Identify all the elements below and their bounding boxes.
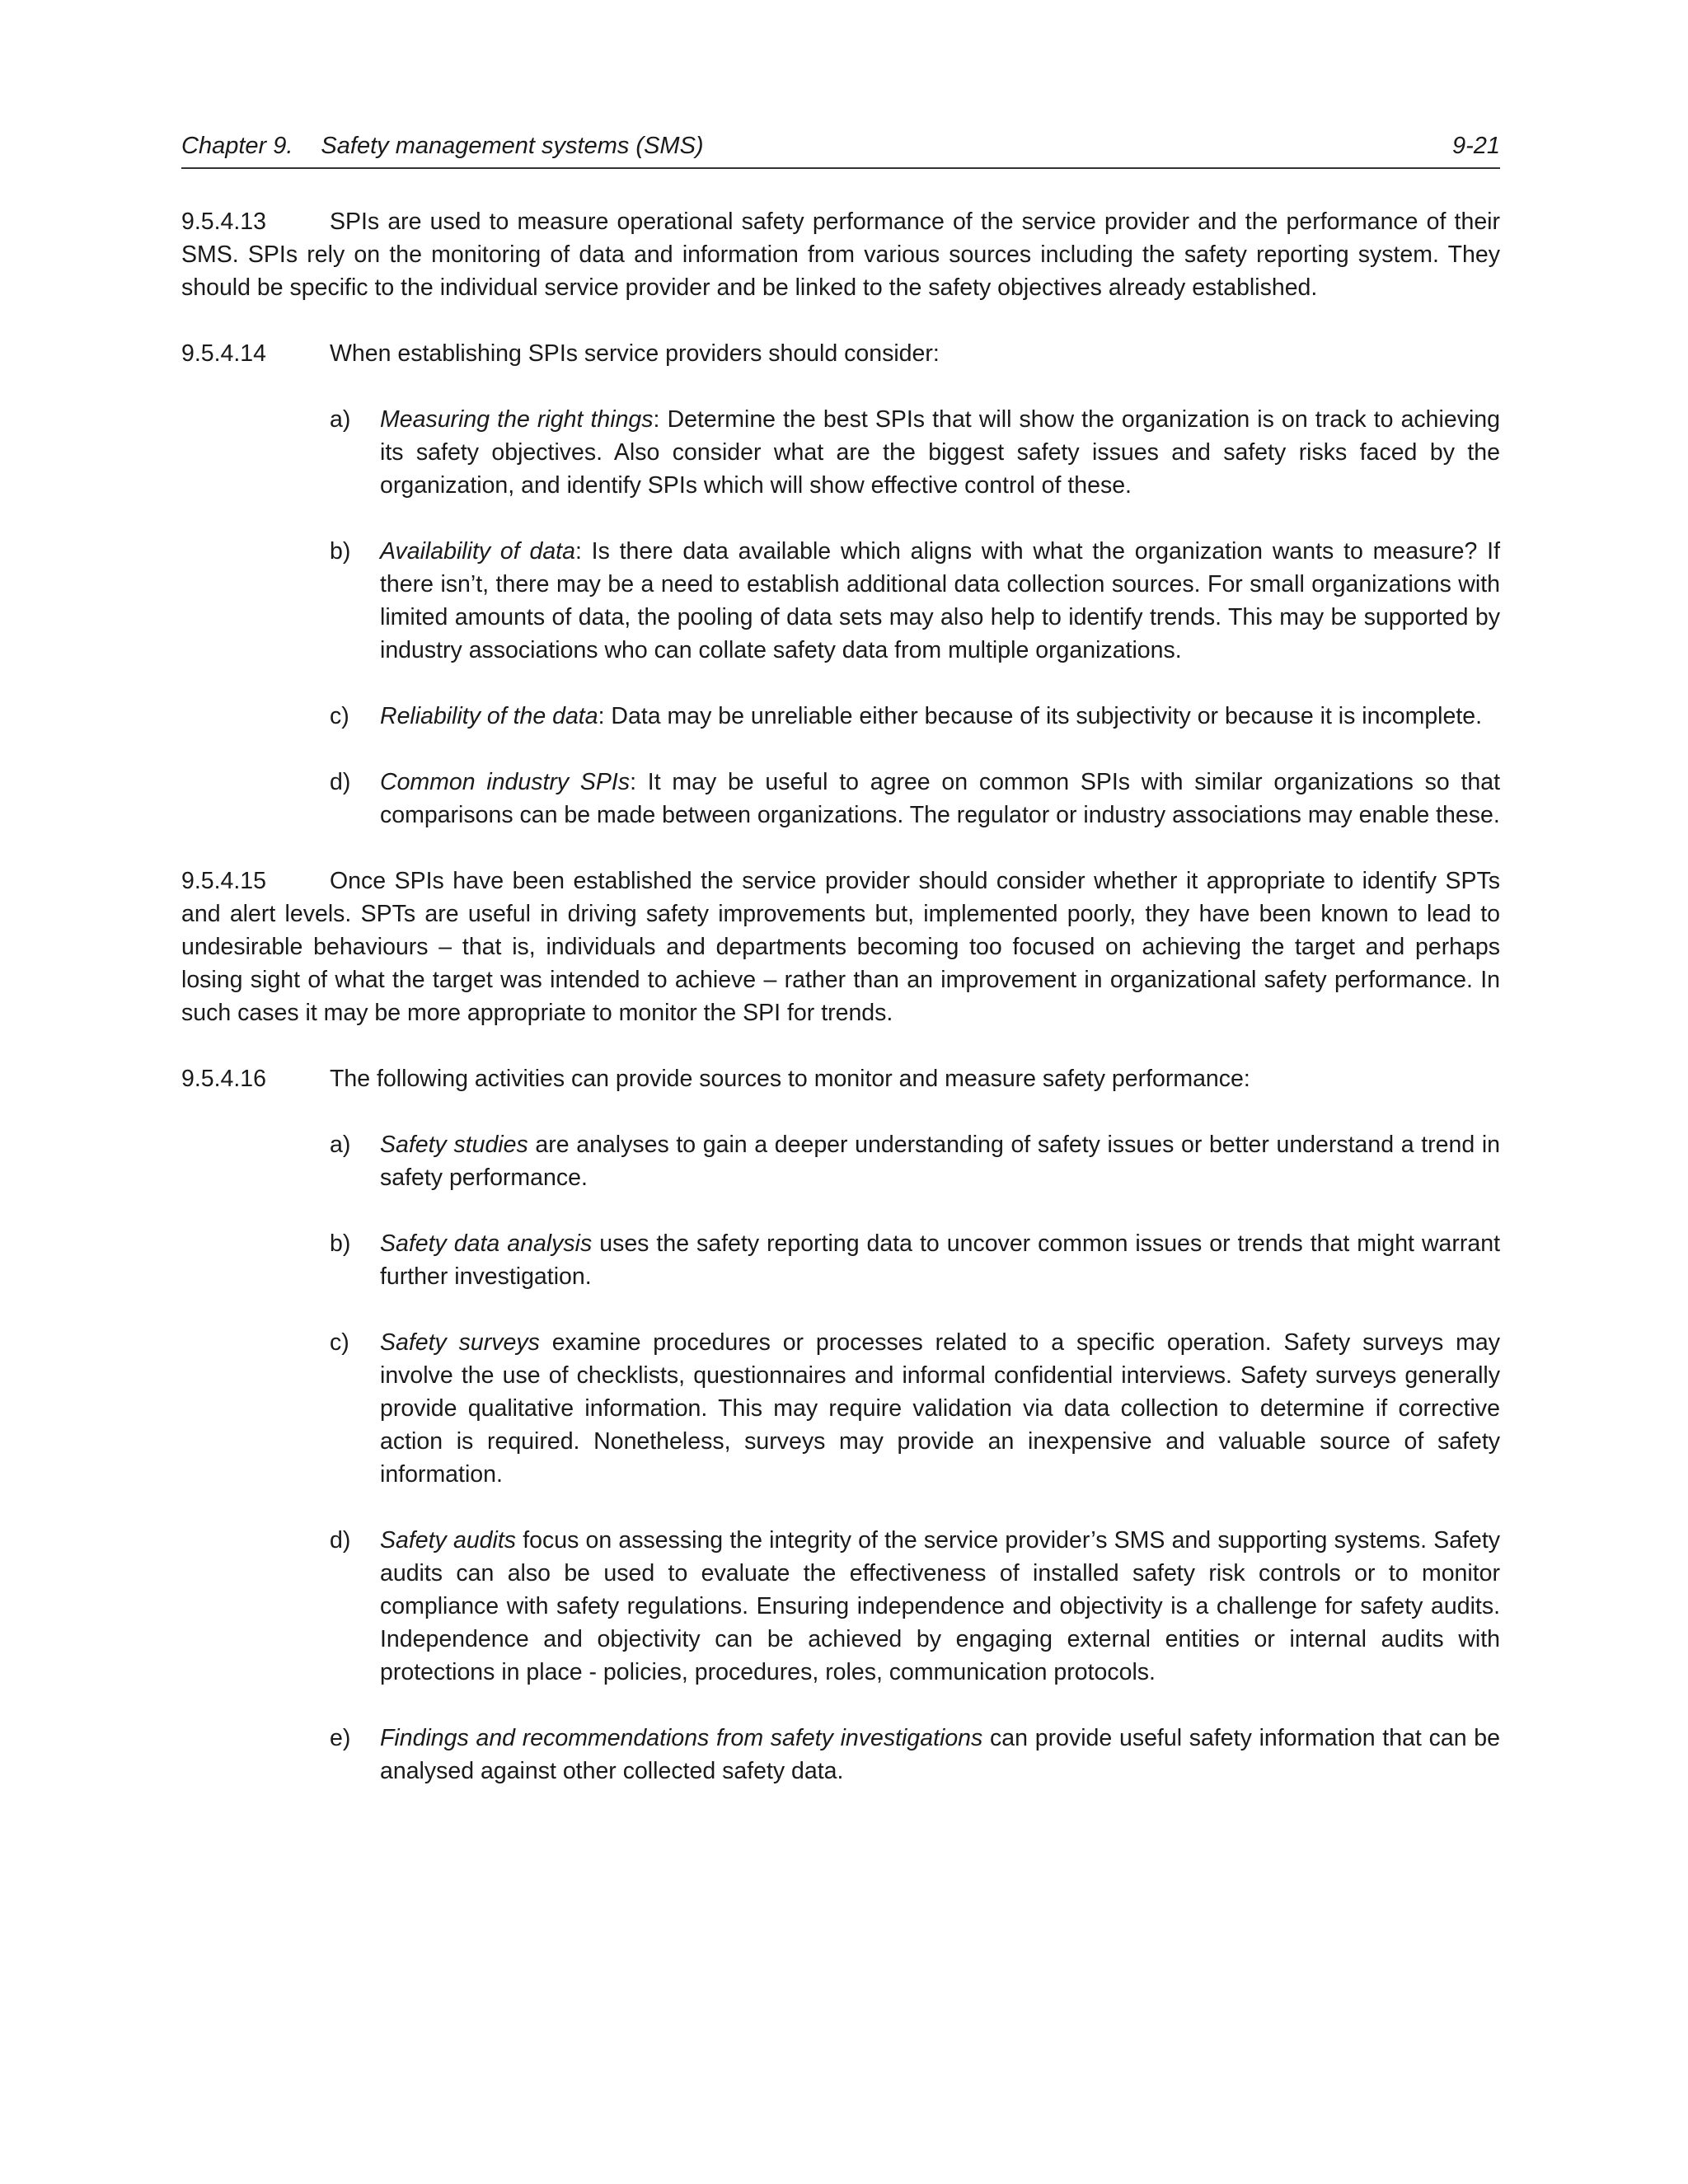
list-item-letter: c) bbox=[330, 702, 349, 729]
paragraph-text: The following activities can provide sources to monitor and measure safety performance: bbox=[330, 1065, 1250, 1092]
list-item bbox=[181, 1524, 1500, 1689]
list-item bbox=[181, 1722, 1500, 1788]
list-item-text: : Data may be unreliable either because of its subjectivity or because it is incomplete. bbox=[598, 702, 1483, 729]
running-header bbox=[181, 132, 1500, 169]
paragraph-9-5-4-15 bbox=[181, 865, 1500, 1029]
list-spi-considerations bbox=[181, 403, 1500, 832]
list-item-term: Safety audits bbox=[380, 1526, 517, 1554]
list-item-text: : Is there data available which aligns with what the organization wants to measure? If there isn’t, there may be a need to establish additional data collection sources. For small organizations with limited amounts of data, the pooling of data sets may also help to identify trends. This may be supported by industry associations who can collate safety data from multiple organizations. bbox=[380, 537, 1500, 663]
list-item-letter: b) bbox=[330, 1230, 351, 1257]
paragraph-9-5-4-14 bbox=[181, 337, 1500, 370]
list-item bbox=[181, 1128, 1500, 1194]
list-item-text: : Determine the best SPIs that will show the organization is on track to achieving its safety objectives. Also consider what are the biggest safety issues and safety risks faced by the organization, and identify SPIs which will show effective control of these. bbox=[380, 405, 1500, 499]
list-item-letter: b) bbox=[330, 537, 351, 565]
document-body bbox=[181, 205, 1500, 1788]
chapter-title: Safety management systems (SMS) bbox=[321, 133, 704, 159]
list-item-letter: a) bbox=[330, 1131, 351, 1158]
chapter-heading bbox=[181, 132, 704, 161]
list-item-term: Measuring the right things bbox=[380, 405, 654, 433]
list-item-term: Safety surveys bbox=[380, 1329, 540, 1356]
paragraph-number: 9.5.4.16 bbox=[181, 1065, 267, 1092]
paragraph-number: 9.5.4.15 bbox=[181, 867, 267, 894]
list-item-text: uses the safety reporting data to uncover common issues or trends that might warrant further investigation. bbox=[380, 1230, 1501, 1290]
paragraph-9-5-4-13 bbox=[181, 205, 1500, 304]
list-item-letter: a) bbox=[330, 405, 351, 433]
page-number: 9-21 bbox=[1451, 133, 1500, 159]
list-item-term: Safety data analysis bbox=[380, 1230, 593, 1257]
list-item-term: Reliability of the data bbox=[380, 702, 598, 729]
list-item-letter: e) bbox=[330, 1724, 351, 1751]
list-item-letter: c) bbox=[330, 1329, 349, 1356]
paragraph-text: When establishing SPIs service providers should consider: bbox=[330, 340, 940, 367]
list-item-term: Findings and recommendations from safety investigations bbox=[380, 1724, 983, 1751]
list-item bbox=[181, 1326, 1500, 1491]
document-page bbox=[181, 132, 1500, 1821]
list-item bbox=[181, 1227, 1500, 1293]
paragraph-text: Once SPIs have been established the service provider should consider whether it appropriate to identify SPTs and alert levels. SPTs are useful in driving safety improvements but, implemented poorly, they have been known to lead to undesirable behaviours – that is, individuals and departments becoming too focused on achieving the target and perhaps losing sight of what the target was intended to achieve – rather than an improvement in organizational safety performance. In such cases it may be more appropriate to monitor the SPI for trends. bbox=[181, 867, 1500, 1026]
list-item-term: Common industry SPIs bbox=[380, 768, 631, 795]
paragraph-number: 9.5.4.14 bbox=[181, 340, 267, 367]
list-item-text: : It may be useful to agree on common SPIs with similar organizations so that comparisons can be made between organizations. The regulator or industry associations may enable these. bbox=[380, 768, 1500, 828]
list-item-term: Safety studies bbox=[380, 1131, 528, 1158]
list-item-text: are analyses to gain a deeper understanding of safety issues or better understand a trend in safety performance. bbox=[380, 1131, 1501, 1191]
list-item-letter: d) bbox=[330, 1526, 351, 1554]
list-item-text: can provide useful safety information that can be analysed against other collected safety data. bbox=[380, 1724, 1501, 1784]
list-item-term: Availability of data bbox=[380, 537, 575, 565]
paragraph-number: 9.5.4.13 bbox=[181, 208, 267, 235]
list-monitoring-sources bbox=[181, 1128, 1500, 1788]
paragraph-text: SPIs are used to measure operational safety performance of the service provider and the performance of their SMS. SPIs rely on the monitoring of data and information from various sources including the safety reporting system. They should be specific to the individual service provider and be linked to the safety objectives already established. bbox=[181, 208, 1500, 301]
list-item-text: focus on assessing the integrity of the service provider’s SMS and supporting systems. Safety audits can also be used to evaluate the effectiveness of installed safety risk controls or to monitor compliance with safety regulations. Ensuring independence and objectivity is a challenge for safety audits. Independence and objectivity can be achieved by engaging external entities or internal audits with protections in place - policies, procedures, roles, communication protocols. bbox=[380, 1526, 1501, 1685]
list-item-text: examine procedures or processes related to a specific operation. Safety surveys may involve the use of checklists, questionnaires and informal confidential interviews. Safety surveys generally provide qualitative information. This may require validation via data collection to determine if corrective action is required. Nonetheless, surveys may provide an inexpensive and valuable source of safety information. bbox=[380, 1329, 1500, 1488]
paragraph-9-5-4-16 bbox=[181, 1062, 1500, 1095]
list-item bbox=[181, 403, 1500, 502]
list-item bbox=[181, 700, 1500, 733]
list-item bbox=[181, 535, 1500, 667]
chapter-number: Chapter 9. bbox=[181, 133, 293, 159]
list-item-letter: d) bbox=[330, 768, 351, 795]
list-item bbox=[181, 766, 1500, 832]
